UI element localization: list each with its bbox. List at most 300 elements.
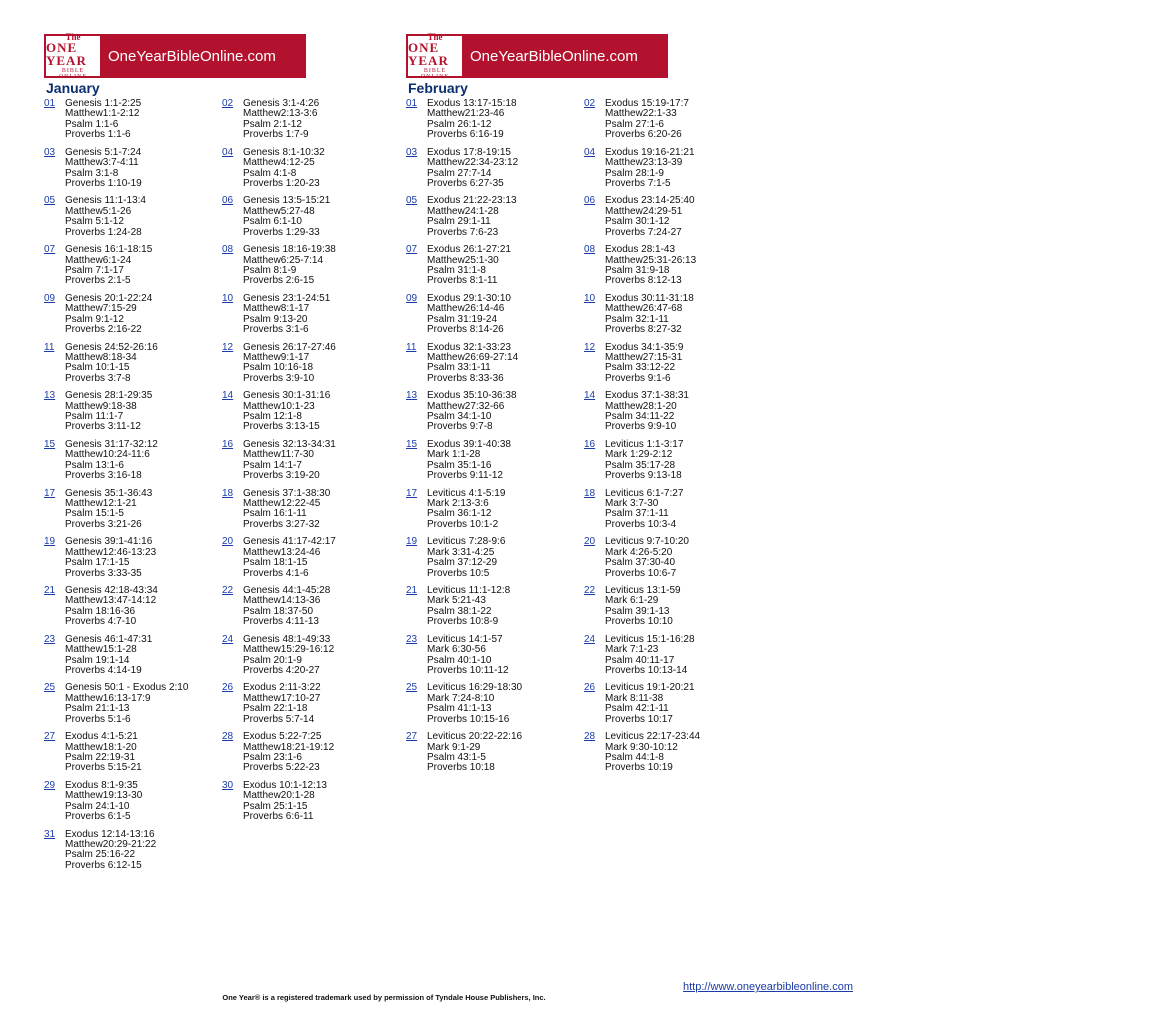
day-readings (243, 537, 336, 579)
day-link[interactable]: 26 (584, 682, 596, 694)
day-entry (222, 489, 330, 531)
reading-passage: Matthew6:1-24 (65, 254, 132, 266)
reading-passage: Leviticus 20:22-22:16 (427, 731, 523, 743)
day-link[interactable]: 08 (222, 244, 234, 256)
day-link[interactable]: 04 (584, 146, 596, 158)
reading-passage: Psalm 23:1-6 (243, 751, 302, 763)
reading-passage: Mark 3:31-4:25 (427, 546, 495, 558)
day-link[interactable]: 06 (222, 195, 234, 207)
reading-passage: Matthew25:31-26:13 (605, 254, 697, 266)
footer-url-link[interactable]: http://www.oneyearbibleonline.com (683, 981, 853, 993)
day-link[interactable]: 04 (222, 146, 234, 158)
reading-passage: Proverbs 7:1-5 (605, 177, 671, 189)
day-readings (243, 391, 330, 433)
day-readings (427, 732, 522, 774)
reading-passage: Psalm 18:1-15 (243, 557, 308, 569)
reading-passage: Genesis 23:1-24:51 (243, 292, 331, 304)
reading-passage: Exodus 15:19-17:7 (605, 98, 689, 109)
day-link[interactable]: 25 (44, 682, 56, 694)
reading-passage: Exodus 10:1-12:13 (243, 779, 327, 791)
reading-passage: Proverbs 3:11-12 (65, 421, 141, 433)
reading-passage: Exodus 29:1-30:10 (427, 292, 511, 304)
day-readings (427, 196, 517, 238)
reading-passage: Exodus 17:8-19:15 (427, 146, 511, 158)
day-entry (584, 245, 696, 287)
day-entry (406, 391, 517, 433)
day-entry (44, 343, 158, 385)
day-readings (65, 489, 152, 531)
day-readings (243, 732, 334, 774)
reading-passage: Psalm 10:1-15 (65, 362, 130, 374)
day-link[interactable]: 01 (44, 98, 56, 109)
day-entry (44, 294, 152, 336)
day-entry (406, 732, 522, 774)
reading-passage: Proverbs 6:6-11 (243, 811, 314, 823)
day-readings (605, 99, 689, 141)
day-readings (605, 391, 689, 433)
reading-passage: Leviticus 14:1-57 (427, 633, 503, 645)
reading-passage: Leviticus 15:1-16:28 (605, 633, 695, 645)
reading-passage: Matthew24:1-28 (427, 205, 499, 217)
reading-passage: Proverbs 9:9-10 (605, 421, 677, 433)
day-link[interactable]: 22 (584, 585, 596, 596)
reading-passage: Matthew5:1-26 (65, 205, 132, 217)
reading-passage: Psalm 40:11-17 (605, 654, 675, 666)
reading-passage: Matthew9:1-17 (243, 351, 310, 363)
reading-passage: Matthew20:29-21:22 (65, 838, 157, 850)
day-readings (65, 245, 152, 287)
day-entry (406, 196, 517, 238)
day-link[interactable]: 11 (406, 341, 417, 353)
day-entry (222, 781, 327, 823)
day-link[interactable]: 12 (222, 341, 234, 353)
reading-passage: Mark 1:1-28 (427, 449, 481, 461)
day-entry (584, 99, 689, 141)
day-link[interactable]: 25 (406, 682, 418, 694)
day-entry (584, 489, 683, 531)
day-link[interactable]: 13 (406, 390, 418, 402)
reading-passage: Leviticus 9:7-10:20 (605, 536, 689, 548)
reading-passage: Proverbs 10:6-7 (605, 567, 677, 579)
reading-passage: Matthew13:47-14:12 (65, 595, 157, 607)
reading-passage: Mark 6:30-56 (427, 644, 486, 656)
day-link[interactable]: 28 (222, 731, 234, 743)
day-entry (44, 635, 152, 677)
day-link[interactable]: 31 (44, 828, 56, 840)
logo-line-2: ONE YEAR (408, 39, 449, 68)
day-entry (44, 440, 158, 482)
reading-passage: Mark 2:13-3:6 (427, 498, 489, 509)
day-readings (65, 99, 141, 141)
day-entry (44, 586, 158, 628)
day-link[interactable]: 10 (222, 292, 234, 304)
reading-passage: Leviticus 7:28-9:6 (427, 536, 506, 548)
reading-passage: Matthew4:12-25 (243, 157, 315, 169)
day-entry (222, 99, 319, 141)
reading-passage: Proverbs 9:1-6 (605, 372, 671, 384)
reading-passage: Matthew12:1-21 (65, 498, 137, 509)
day-link[interactable]: 23 (406, 633, 418, 645)
month-february (406, 31, 736, 774)
day-link[interactable]: 03 (406, 146, 418, 158)
reading-passage: Psalm 26:1-12 (427, 118, 492, 130)
reading-passage: Psalm 35:1-16 (427, 459, 492, 471)
day-link[interactable]: 17 (406, 487, 418, 499)
reading-passage: Leviticus 16:29-18:30 (427, 682, 523, 694)
day-entry (222, 391, 330, 433)
reading-passage: Matthew18:21-19:12 (243, 741, 335, 753)
day-link[interactable]: 03 (44, 146, 56, 158)
reading-passage: Proverbs 10:19 (605, 762, 673, 774)
reading-passage: Genesis 28:1-29:35 (65, 390, 153, 402)
site-banner[interactable] (406, 31, 668, 80)
day-entry (44, 489, 152, 531)
day-link[interactable]: 24 (584, 633, 596, 645)
day-readings (65, 635, 152, 677)
day-entry (44, 245, 152, 287)
reading-passage: Matthew27:15-31 (605, 351, 683, 363)
day-entry (406, 635, 509, 677)
day-link[interactable]: 07 (406, 244, 418, 256)
day-entry (222, 635, 334, 677)
day-link[interactable]: 18 (222, 487, 234, 499)
reading-passage: Psalm 39:1-13 (605, 605, 670, 617)
logo-line-3: BIBLE (423, 67, 447, 74)
day-entry (44, 683, 188, 725)
reading-passage: Proverbs 2:16-22 (65, 324, 142, 336)
reading-passage: Proverbs 10:13-14 (605, 664, 688, 676)
reading-passage: Genesis 31:17-32:12 (65, 438, 158, 450)
day-readings (65, 343, 158, 385)
reading-passage: Psalm 19:1-14 (65, 654, 130, 666)
reading-passage: Psalm 37:30-40 (605, 557, 676, 569)
reading-passage: Genesis 42:18-43:34 (65, 585, 158, 596)
reading-passage: Genesis 26:17-27:46 (243, 341, 336, 353)
reading-passage: Proverbs 1:24-28 (65, 226, 142, 238)
reading-passage: Psalm 9:1-12 (65, 313, 124, 325)
day-entry (584, 732, 700, 774)
day-link[interactable]: 15 (406, 438, 418, 450)
reading-passage: Matthew27:32-66 (427, 400, 505, 412)
reading-passage: Genesis 13:5-15:21 (243, 195, 331, 207)
day-link[interactable]: 22 (222, 585, 234, 596)
day-readings (427, 391, 517, 433)
day-readings (243, 343, 336, 385)
day-entry (584, 294, 694, 336)
day-entry (44, 148, 142, 190)
day-entry (406, 343, 518, 385)
day-link[interactable]: 14 (584, 390, 596, 402)
reading-passage: Proverbs 8:27-32 (605, 324, 682, 336)
reading-passage: Matthew6:25-7:14 (243, 254, 324, 266)
reading-passage: Proverbs 10:1-2 (427, 518, 499, 530)
reading-passage: Matthew10:1-23 (243, 400, 315, 412)
reading-passage: Mark 9:30-10:12 (605, 741, 678, 753)
reading-passage: Psalm 6:1-10 (243, 216, 302, 228)
day-entry (584, 683, 695, 725)
reading-passage: Matthew10:24-11:6 (65, 449, 150, 461)
day-readings (65, 537, 156, 579)
reading-passage: Psalm 11:1-7 (65, 411, 124, 422)
day-link[interactable]: 26 (222, 682, 234, 694)
day-entry (222, 148, 325, 190)
day-entry (584, 343, 683, 385)
reading-passage: Proverbs 10:3-4 (605, 518, 677, 530)
reading-passage: Genesis 24:52-26:16 (65, 341, 158, 353)
reading-passage: Psalm 30:1-12 (605, 216, 670, 228)
reading-passage: Genesis 18:16-19:38 (243, 244, 336, 256)
reading-passage: Psalm 18:37-50 (243, 605, 314, 617)
day-link[interactable]: 20 (584, 536, 596, 548)
reading-passage: Matthew12:22-45 (243, 498, 321, 509)
day-readings (65, 148, 142, 190)
day-readings (427, 440, 511, 482)
reading-passage: Proverbs 3:33-35 (65, 567, 142, 579)
logo-line-1: The (65, 31, 81, 42)
reading-passage: Leviticus 22:17-23:44 (605, 731, 701, 743)
day-readings (243, 294, 330, 336)
reading-passage: Proverbs 10:15-16 (427, 713, 510, 725)
day-entry (584, 537, 689, 579)
reading-passage: Genesis 44:1-45:28 (243, 585, 331, 596)
day-link[interactable]: 17 (44, 487, 56, 499)
day-link[interactable]: 16 (222, 438, 234, 450)
reading-passage: Genesis 41:17-42:17 (243, 536, 336, 548)
day-link[interactable]: 19 (44, 536, 56, 548)
day-link[interactable]: 19 (406, 536, 418, 548)
reading-passage: Proverbs 3:21-26 (65, 518, 142, 530)
reading-passage: Psalm 4:1-8 (243, 167, 297, 179)
reading-passage: Proverbs 6:12-15 (65, 859, 142, 871)
reading-passage: Psalm 31:19-24 (427, 313, 498, 325)
day-link[interactable]: 21 (44, 585, 56, 596)
reading-passage: Matthew16:13-17:9 (65, 692, 151, 704)
day-entry (584, 196, 695, 238)
day-entry (44, 99, 141, 141)
reading-passage: Proverbs 4:7-10 (65, 616, 137, 628)
reading-passage: Psalm 22:1-18 (243, 703, 308, 715)
reading-passage: Proverbs 6:27-35 (427, 177, 504, 189)
reading-passage: Leviticus 4:1-5:19 (427, 487, 506, 499)
day-link[interactable]: 14 (222, 390, 234, 402)
day-entry (222, 294, 330, 336)
day-entry (406, 489, 505, 531)
reading-passage: Genesis 35:1-36:43 (65, 487, 153, 499)
day-entry (222, 196, 330, 238)
day-link[interactable]: 10 (584, 292, 596, 304)
reading-passage: Psalm 27:7-14 (427, 167, 492, 179)
day-readings (65, 683, 188, 725)
logo-line-2: ONE YEAR (46, 39, 87, 68)
reading-passage: Psalm 3:1-8 (65, 167, 119, 179)
reading-passage: Psalm 8:1-9 (243, 264, 297, 276)
reading-passage: Genesis 8:1-10:32 (243, 146, 325, 158)
day-link[interactable]: 15 (44, 438, 56, 450)
day-readings (427, 148, 518, 190)
trademark-notice: One Year® is a registered trademark used by permission of Tyndale House Publishers, Inc. (222, 993, 546, 1002)
day-readings (65, 830, 156, 872)
day-link[interactable]: 18 (584, 487, 596, 499)
reading-passage: Proverbs 3:13-15 (243, 421, 320, 433)
day-link[interactable]: 27 (44, 731, 56, 743)
reading-passage: Proverbs 7:6-23 (427, 226, 499, 238)
reading-passage: Matthew11:7-30 (243, 449, 314, 461)
day-link[interactable]: 09 (44, 292, 56, 304)
day-entry (406, 537, 505, 579)
day-link[interactable]: 05 (44, 195, 56, 207)
reading-passage: Leviticus 11:1-12:8 (427, 585, 511, 596)
reading-passage: Proverbs 8:33-36 (427, 372, 504, 384)
reading-passage: Genesis 16:1-18:15 (65, 244, 153, 256)
reading-passage: Matthew8:18-34 (65, 351, 137, 363)
reading-passage: Matthew21:23-46 (427, 108, 505, 120)
day-link[interactable]: 02 (222, 98, 234, 109)
day-link[interactable]: 09 (406, 292, 418, 304)
day-link[interactable]: 24 (222, 633, 234, 645)
day-entry (584, 391, 689, 433)
day-readings (605, 732, 700, 774)
reading-passage: Psalm 21:1-13 (65, 703, 130, 715)
day-readings (243, 683, 321, 725)
site-name: OneYearBibleOnline.com (470, 47, 638, 65)
day-readings (427, 683, 522, 725)
reading-passage: Psalm 33:12-22 (605, 362, 676, 374)
reading-passage: Psalm 37:1-11 (605, 508, 669, 520)
reading-passage: Matthew5:27-48 (243, 205, 315, 217)
reading-passage: Exodus 5:22-7:25 (243, 731, 322, 743)
day-entry (222, 343, 336, 385)
reading-passage: Psalm 32:1-11 (605, 313, 669, 325)
reading-passage: Proverbs 5:15-21 (65, 762, 142, 774)
reading-passage: Matthew7:15-29 (65, 303, 137, 315)
day-link[interactable]: 28 (584, 731, 596, 743)
day-readings (65, 781, 142, 823)
month-title: February (408, 80, 468, 96)
reading-passage: Exodus 26:1-27:21 (427, 244, 511, 256)
day-link[interactable]: 13 (44, 390, 56, 402)
reading-passage: Psalm 18:16-36 (65, 605, 136, 617)
reading-passage: Proverbs 9:13-18 (605, 470, 682, 482)
day-link[interactable]: 02 (584, 98, 596, 109)
reading-passage: Genesis 1:1-2:25 (65, 98, 142, 109)
day-link[interactable]: 12 (584, 341, 596, 353)
reading-passage: Proverbs 8:1-11 (427, 275, 498, 287)
day-entry (44, 732, 142, 774)
day-entry (406, 148, 518, 190)
day-link[interactable]: 06 (584, 195, 596, 207)
day-link[interactable]: 16 (584, 438, 596, 450)
day-entry (584, 635, 695, 677)
day-readings (605, 537, 689, 579)
day-entry (584, 148, 695, 190)
reading-passage: Psalm 16:1-11 (243, 508, 307, 520)
reading-passage: Proverbs 4:20-27 (243, 664, 320, 676)
reading-passage: Proverbs 1:7-9 (243, 129, 309, 141)
day-link[interactable]: 20 (222, 536, 234, 548)
reading-passage: Proverbs 3:1-6 (243, 324, 309, 336)
reading-passage: Proverbs 10:8-9 (427, 616, 499, 628)
reading-passage: Matthew20:1-28 (243, 790, 315, 802)
reading-passage: Proverbs 4:11-13 (243, 616, 319, 628)
day-link[interactable]: 05 (406, 195, 418, 207)
reading-passage: Psalm 36:1-12 (427, 508, 492, 520)
day-entry (406, 586, 510, 628)
day-readings (243, 148, 325, 190)
reading-passage: Exodus 32:1-33:23 (427, 341, 511, 353)
day-readings (65, 732, 142, 774)
reading-passage: Exodus 13:17-15:18 (427, 98, 517, 109)
reading-passage: Proverbs 1:20-23 (243, 177, 320, 189)
day-readings (427, 635, 509, 677)
reading-passage: Psalm 43:1-5 (427, 751, 486, 763)
reading-passage: Proverbs 2:6-15 (243, 275, 315, 287)
reading-passage: Matthew2:13-3:6 (243, 108, 318, 120)
logo-line-4: ONLINE (420, 73, 450, 80)
day-link[interactable]: 21 (406, 585, 418, 596)
day-link[interactable]: 27 (406, 731, 418, 743)
reading-passage: Matthew15:29-16:12 (243, 644, 335, 656)
reading-passage: Matthew18:1-20 (65, 741, 137, 753)
reading-passage: Proverbs 6:1-5 (65, 811, 131, 823)
day-readings (605, 245, 696, 287)
reading-passage: Matthew19:13-30 (65, 790, 143, 802)
day-readings (243, 440, 336, 482)
reading-passage: Genesis 30:1-31:16 (243, 390, 331, 402)
reading-passage: Matthew1:1-2:12 (65, 108, 140, 120)
reading-passage: Proverbs 6:16-19 (427, 129, 504, 141)
day-entry (44, 537, 156, 579)
reading-passage: Proverbs 4:14-19 (65, 664, 142, 676)
day-link[interactable]: 11 (44, 341, 55, 353)
reading-passage: Proverbs 10:17 (605, 713, 673, 725)
day-link[interactable]: 07 (44, 244, 56, 256)
reading-passage: Psalm 31:1-8 (427, 264, 486, 276)
day-entry (584, 440, 683, 482)
day-readings (243, 245, 336, 287)
reading-passage: Proverbs 3:27-32 (243, 518, 320, 530)
day-readings (65, 440, 158, 482)
reading-passage: Genesis 5:1-7:24 (65, 146, 142, 158)
reading-passage: Exodus 23:14-25:40 (605, 195, 695, 207)
reading-passage: Proverbs 10:5 (427, 567, 490, 579)
reading-passage: Psalm 29:1-11 (427, 216, 491, 228)
reading-passage: Proverbs 5:7-14 (243, 713, 315, 725)
reading-passage: Psalm 44:1-8 (605, 751, 664, 763)
reading-passage: Proverbs 9:7-8 (427, 421, 493, 433)
reading-passage: Psalm 12:1-8 (243, 411, 302, 422)
reading-passage: Psalm 37:12-29 (427, 557, 498, 569)
day-entry (222, 440, 336, 482)
day-link[interactable]: 01 (406, 98, 418, 109)
day-link[interactable]: 08 (584, 244, 596, 256)
reading-passage: Proverbs 10:11-12 (427, 664, 509, 676)
day-link[interactable]: 29 (44, 779, 56, 791)
day-link[interactable]: 23 (44, 633, 56, 645)
reading-passage: Proverbs 3:16-18 (65, 470, 142, 482)
reading-passage: Exodus 39:1-40:38 (427, 438, 511, 450)
day-entry (406, 440, 511, 482)
day-readings (605, 635, 695, 677)
reading-passage: Matthew23:13-39 (605, 157, 683, 169)
reading-passage: Proverbs 2:1-5 (65, 275, 131, 287)
day-link[interactable]: 30 (222, 779, 234, 791)
site-banner[interactable] (44, 31, 306, 80)
reading-passage: Exodus 28:1-43 (605, 244, 676, 256)
reading-passage: Psalm 42:1-11 (605, 703, 669, 715)
day-readings (427, 343, 518, 385)
reading-passage: Proverbs 1:29-33 (243, 226, 320, 238)
reading-passage: Psalm 41:1-13 (427, 703, 492, 715)
